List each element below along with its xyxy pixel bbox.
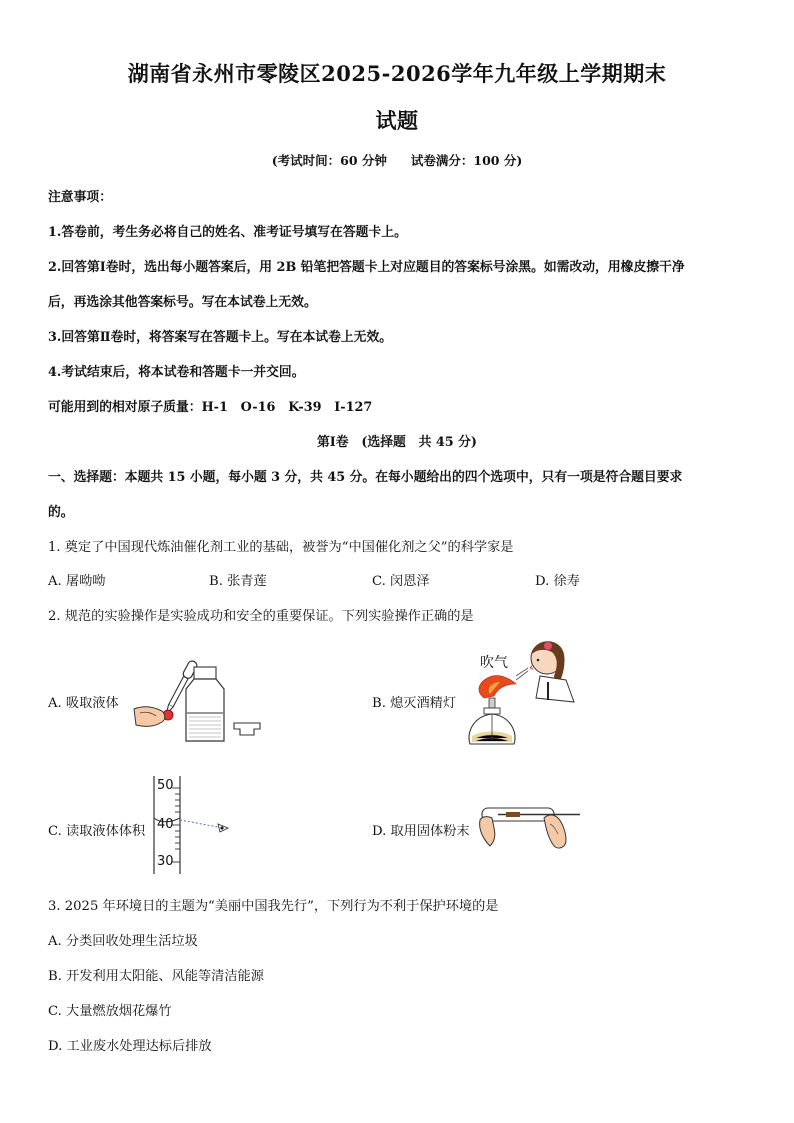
alcohol-lamp-illustration: [462, 636, 582, 756]
question-2-option-b: B. 熄灭酒精灯: [372, 696, 457, 711]
exam-meta: [0, 151, 794, 169]
question-1-option-c: C. 闵恩泽: [372, 574, 430, 589]
note-item: 2.回答第Ⅰ卷时，选出每小题答案后，用 2B 铅笔把答题卡上对应题目的答案标号涂黑。如需改动，用橡皮擦干净: [48, 260, 685, 275]
exam-time: (考试时间：60 分钟: [271, 153, 387, 168]
question-1-option-d: D. 徐寿: [535, 574, 580, 589]
question-2-option-a: A. 吸取液体: [48, 696, 119, 711]
atomic-mass-line: 可能用到的相对原子质量：H-1 O-16 K-39 I-127: [48, 400, 373, 415]
question-1-option-a: A. 屠呦呦: [48, 574, 106, 589]
question-2-stem: 2. 规范的实验操作是实验成功和安全的重要保证。下列实验操作正确的是: [48, 609, 474, 624]
blow-label: 吹气: [480, 655, 508, 671]
exam-title-line2: 试题: [375, 108, 419, 133]
question-3-option-d: D. 工业废水处理达标后排放: [48, 1039, 212, 1054]
note-item: 4.考试结束后，将本试卷和答题卡一并交回。: [48, 365, 305, 380]
scale-label-30: 30: [157, 854, 174, 869]
exam-title: 湖南省永州市零陵区2025-2026学年九年级上学期期末: [127, 61, 667, 86]
notes-heading: 注意事项：: [48, 190, 112, 205]
section-title: 第Ⅰ卷 (选择题 共 45 分): [317, 435, 477, 450]
note-item: 3.回答第Ⅱ卷时，将答案写在答题卡上。写在本试卷上无效。: [48, 330, 393, 345]
full-score: 试卷满分：100 分): [410, 153, 523, 168]
note-item: 1.答卷前，考生务必将自己的姓名、准考证号填写在答题卡上。: [48, 225, 407, 240]
test-tube-powder-illustration: [478, 796, 588, 856]
section-instruction: 一、选择题：本题共 15 小题，每小题 3 分，共 45 分。在每小题给出的四个选项中，只有一项是符合题目要求: [48, 470, 683, 485]
question-2-option-d: D. 取用固体粉末: [372, 824, 470, 839]
note-item: 后，再选涂其他答案标号。写在本试卷上无效。: [48, 295, 317, 310]
scale-label-40: 40: [157, 817, 174, 832]
question-3-option-a: A. 分类回收处理生活垃圾: [48, 934, 198, 949]
dropper-bottle-illustration: [126, 655, 276, 747]
question-1-stem: 1. 奠定了中国现代炼油催化剂工业的基础，被誉为“中国催化剂之父”的科学家是: [48, 540, 514, 555]
question-3-stem: 3. 2025 年环境日的主题为“美丽中国我先行”，下列行为不利于保护环境的是: [48, 899, 499, 914]
scale-label-50: 50: [157, 778, 174, 793]
question-2-option-c: C. 读取液体体积: [48, 824, 146, 839]
question-3-option-b: B. 开发利用太阳能、风能等清洁能源: [48, 969, 264, 984]
question-1-option-b: B. 张青莲: [209, 574, 267, 589]
section-instruction-cont: 的。: [48, 505, 74, 520]
question-3-option-c: C. 大量燃放烟花爆竹: [48, 1004, 172, 1019]
